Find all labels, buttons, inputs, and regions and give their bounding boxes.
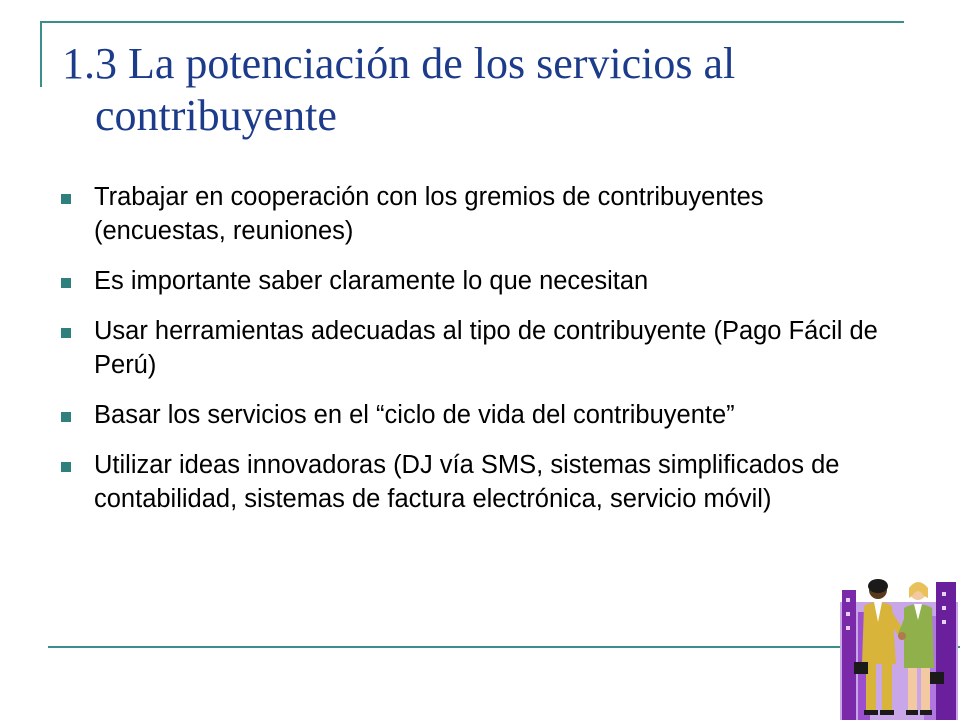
- slide-title-line-2: contribuyente: [95, 91, 337, 140]
- bullet-item: [58, 180, 878, 248]
- bullet-item: [58, 448, 878, 516]
- bullet-text: Es importante saber claramente lo que necesitan: [94, 267, 649, 295]
- slide-frame-top-line: [40, 21, 904, 23]
- slide-title: [62, 38, 922, 142]
- square-bullet-icon: [61, 412, 71, 422]
- handshake-businesspeople-icon: [838, 572, 960, 720]
- bullet-list: [58, 180, 878, 532]
- square-bullet-icon: [61, 462, 71, 472]
- bullet-item: [58, 264, 878, 298]
- square-bullet-icon: [61, 194, 71, 204]
- bullet-text: Basar los servicios en el “ciclo de vida del contribuyente”: [94, 401, 735, 429]
- bullet-item: [58, 398, 878, 432]
- bullet-item: [58, 314, 878, 382]
- square-bullet-icon: [61, 278, 71, 288]
- slide-title-line-1: 1.3 La potenciación de los servicios al: [62, 39, 736, 88]
- bullet-text: Utilizar ideas innovadoras (DJ vía SMS, sistemas simplificados de contabilidad, sistemas de factura electrónica, servicio móvil): [94, 451, 840, 513]
- bullet-text: Usar herramientas adecuadas al tipo de contribuyente (Pago Fácil de Perú): [94, 317, 878, 379]
- square-bullet-icon: [61, 328, 71, 338]
- slide-frame-left-line: [40, 21, 42, 87]
- slide-frame-bottom-line: [48, 646, 960, 648]
- bullet-text: Trabajar en cooperación con los gremios de contribuyentes (encuestas, reuniones): [94, 183, 764, 245]
